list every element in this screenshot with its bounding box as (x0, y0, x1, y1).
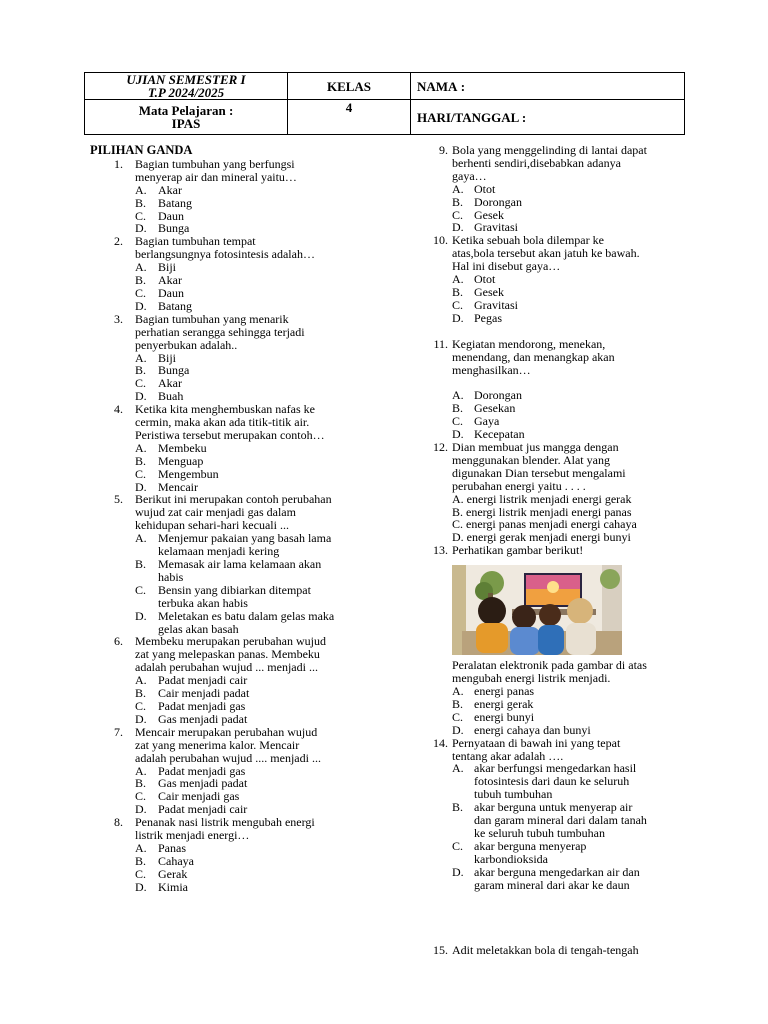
option-text: fotosintesis dari daun ke seluruh (474, 774, 630, 789)
question-text-line: wujud zat cair menjadi gas dalam (135, 505, 296, 520)
nama-cell (411, 73, 685, 100)
question-text-line: atas,bola tersebut akan jatuh ke bawah. (452, 246, 640, 261)
question-stem (90, 635, 380, 674)
option-text: Menjemur pakaian yang basah lama (158, 531, 332, 546)
question-text-line: kehidupan sehari-hari kecuali ... (135, 518, 289, 533)
option-letter: B. (135, 273, 147, 288)
question-text-line: Bagian tumbuhan yang menarik (135, 311, 289, 326)
answer-option (428, 711, 684, 724)
option-text: Akar (158, 376, 182, 391)
question-number: 11. (433, 336, 448, 351)
option-letter: D. (135, 711, 147, 726)
answer-option (428, 286, 684, 299)
option-text: Membeku (158, 440, 207, 455)
question-number: 14. (433, 735, 448, 750)
question-stem (428, 737, 684, 763)
option-text: Akar (158, 273, 182, 288)
header-table (84, 72, 685, 135)
hari-tanggal-label: HARI/TANGGAL : (417, 109, 527, 125)
kelas-label-cell (288, 73, 411, 100)
question (428, 338, 684, 441)
option-letter: B. (452, 284, 464, 299)
question-number: 1. (114, 156, 123, 171)
question-stem (428, 441, 684, 493)
option-letter: D. (452, 722, 464, 737)
option-text: Dorongan (474, 388, 522, 403)
option-letter: B. (135, 453, 147, 468)
option-letter: D. (452, 310, 464, 325)
question (428, 737, 684, 892)
question-stem (90, 158, 380, 184)
option-letter: A. (452, 181, 464, 196)
option-text: Gas menjadi padat (158, 711, 248, 726)
question-text-line: Peralatan elektronik pada gambar di atas (452, 658, 647, 673)
answer-option: D. energi gerak menjadi energi bunyi (452, 530, 631, 545)
question (90, 158, 380, 235)
option-letter: A. (452, 272, 464, 287)
option-text: Gerak (158, 866, 188, 881)
answer-option (428, 389, 684, 402)
subject-label: Mata Pelajaran : (138, 103, 234, 118)
question-number: 5. (114, 492, 123, 507)
option-letter: D. (135, 802, 147, 817)
option-letter: D. (135, 389, 147, 404)
question-text-line: menyerap air dan mineral yaitu… (135, 169, 297, 184)
option-text: akar berguna menyerap (474, 838, 587, 853)
question-text-line: mengubah energi listrik menjadi. (452, 671, 611, 686)
question-text-line: zat yang melepaskan panas. Membeku (135, 647, 320, 662)
question-text-line: Dian membuat jus mangga dengan (452, 440, 619, 455)
question-number: 13. (433, 543, 448, 558)
option-letter: D. (452, 427, 464, 442)
answer-option (90, 352, 380, 365)
option-letter: D. (452, 864, 464, 879)
question-stem (90, 235, 380, 261)
option-text: Padat menjadi cair (158, 673, 248, 688)
option-letter: C. (135, 376, 147, 391)
option-text: akar berguna untuk menyerap air (474, 800, 633, 815)
option-text: terbuka akan habis (158, 595, 248, 610)
question-text-line: perubahan energi yaitu . . . . (452, 478, 586, 493)
option-text: dan garam mineral dari dalam tanah (474, 813, 647, 828)
question-text-line: Penanak nasi listrik mengubah energi (135, 815, 315, 830)
option-text: Daun (158, 208, 184, 223)
answer-option (90, 532, 380, 558)
question-text-line: listrik menjadi energi… (135, 828, 250, 843)
option-letter: A. (135, 531, 147, 546)
question-text-line: tentang akar adalah …. (452, 748, 564, 763)
option-text: energi gerak (474, 696, 534, 711)
option-letter: A. (135, 440, 147, 455)
option-text: Gravitasi (474, 220, 518, 235)
section-title: PILIHAN GANDA (90, 143, 193, 157)
question-text-line: cermin, maka akan ada titik-titik air. (135, 415, 310, 430)
question-text-line: Membeku merupakan perubahan wujud (135, 634, 326, 649)
option-letter: A. (135, 182, 147, 197)
option-letter: B. (135, 195, 147, 210)
option-text: karbondioksida (474, 851, 548, 866)
question-stem (428, 338, 684, 377)
option-letter: B. (452, 401, 464, 416)
question-number: 10. (433, 233, 448, 248)
hari-cell (411, 100, 685, 135)
option-text: Padat menjadi cair (158, 802, 248, 817)
answer-option (90, 300, 380, 313)
answer-option (428, 209, 684, 222)
question-number: 9. (439, 143, 448, 157)
answer-option (90, 700, 380, 713)
answer-option (90, 713, 380, 726)
question-text-line: menghasilkan… (452, 362, 531, 377)
option-letter: B. (135, 363, 147, 378)
question-text-line: Perhatikan gambar berikut! (452, 543, 584, 558)
answer-option (90, 881, 380, 894)
question (90, 816, 380, 893)
question (428, 144, 684, 234)
question (90, 403, 380, 493)
question-number: 2. (114, 234, 123, 249)
option-letter: C. (452, 297, 464, 312)
question-stem (90, 816, 380, 842)
answer-option (428, 415, 684, 428)
question-number: 12. (433, 440, 448, 455)
kelas-value: 4 (345, 100, 353, 115)
family-tv-illustration (452, 565, 622, 655)
question (90, 493, 380, 635)
question-number: 15. (433, 942, 448, 957)
answer-option (428, 312, 684, 325)
option-letter: C. (452, 414, 464, 429)
answer-option (90, 287, 380, 300)
answer-option (90, 274, 380, 287)
option-letter: C. (135, 582, 147, 597)
option-letter: C. (135, 789, 147, 804)
option-letter: A. (452, 684, 464, 698)
option-text: Panas (158, 840, 186, 855)
answer-option (90, 855, 380, 868)
answer-option (90, 364, 380, 377)
option-text: Otot (474, 181, 496, 196)
option-letter: A. (135, 260, 147, 275)
option-letter: C. (135, 466, 147, 481)
answer-option (90, 261, 380, 274)
exam-title: UJIAN SEMESTER I (126, 72, 246, 87)
question-text-line: gaya… (452, 168, 487, 183)
question-stem (428, 544, 684, 557)
option-text: energi cahaya dan bunyi (474, 722, 591, 737)
question-number: 8. (114, 815, 123, 830)
option-text: Kecepatan (474, 427, 525, 442)
question-text-line: Ketika sebuah bola dilempar ke (452, 233, 604, 248)
option-text: Cahaya (158, 853, 194, 868)
option-text: Memasak air lama kelamaan akan (158, 557, 322, 571)
answer-option (428, 866, 684, 892)
answer-option (428, 299, 684, 312)
option-text: Padat menjadi gas (158, 763, 246, 778)
question-text-line: perhatian serangga sehingga terjadi (135, 324, 305, 339)
option-text: Gas menjadi padat (158, 776, 248, 791)
option-letter: A. (135, 763, 147, 778)
exam-title-cell (85, 73, 288, 100)
option-text: Buah (158, 389, 184, 404)
answer-option (90, 210, 380, 223)
spacer (428, 325, 684, 338)
question-followup (428, 659, 684, 685)
question-text-line: Pernyataan di bawah ini yang tepat (452, 735, 621, 750)
option-letter: D. (135, 879, 147, 894)
spacer (428, 931, 684, 944)
question-number: 6. (114, 634, 123, 649)
option-text: Daun (158, 285, 184, 300)
option-letter: D. (452, 220, 464, 235)
answer-option: B. energi listrik menjadi energi panas (452, 504, 632, 519)
option-text: Cair menjadi gas (158, 789, 240, 804)
subject-name: IPAS (171, 116, 201, 131)
option-text: Dorongan (474, 194, 522, 209)
kelas-value-cell (288, 100, 411, 135)
question-text-line: Adit meletakkan bola di tengah-tengah (452, 942, 639, 957)
option-text: Bunga (158, 221, 190, 236)
question (90, 635, 380, 725)
question-number: 7. (114, 724, 123, 739)
answer-option: A. energi listrik menjadi energi gerak (452, 491, 632, 506)
option-text: Gaya (474, 414, 500, 429)
option-text: Akar (158, 182, 182, 197)
option-text: akar berguna mengedarkan air dan (474, 864, 640, 879)
option-text: Cair menjadi padat (158, 686, 250, 701)
question-number: 4. (114, 402, 123, 417)
option-letter: C. (135, 285, 147, 300)
answer-option (428, 685, 684, 698)
option-text: Biji (158, 260, 177, 275)
option-letter: A. (452, 388, 464, 403)
question (428, 944, 684, 957)
option-letter: C. (135, 698, 147, 713)
option-text: akar berfungsi mengedarkan hasil (474, 761, 637, 776)
question-stem (90, 313, 380, 352)
left-column (90, 144, 380, 894)
kelas-label: KELAS (326, 78, 372, 94)
answer-option (428, 724, 684, 737)
option-letter: A. (135, 673, 147, 688)
question-text-line: Bola yang menggelinding di lantai dapat (452, 143, 647, 157)
question-stem (90, 493, 380, 532)
option-text: Pegas (474, 310, 502, 325)
answer-option (90, 197, 380, 210)
answer-option (428, 801, 684, 840)
option-text: Mengembun (158, 466, 219, 481)
option-letter: D. (135, 479, 147, 494)
answer-option (90, 842, 380, 855)
option-text: Padat menjadi gas (158, 698, 246, 713)
option-text: Mencair (158, 479, 198, 494)
answer-option (428, 840, 684, 866)
option-text: tubuh tumbuhan (474, 787, 553, 802)
option-letter: A. (452, 761, 464, 776)
subject-cell (85, 100, 288, 135)
answer-option (90, 184, 380, 197)
spacer (428, 892, 684, 918)
question-stem (428, 944, 684, 957)
option-letter: C. (452, 838, 464, 853)
option-letter: A. (135, 840, 147, 855)
option-letter: B. (135, 686, 147, 701)
answer-option (90, 584, 380, 610)
option-text: Batang (158, 298, 192, 313)
answer-option (90, 558, 380, 584)
question-text-line: menendang, dan menangkap akan (452, 349, 615, 364)
answer-option: C. energi panas menjadi energi cahaya (452, 517, 637, 532)
answer-option (90, 442, 380, 455)
option-text: Otot (474, 272, 496, 287)
question-text-line: zat yang menerima kalor. Mencair (135, 737, 300, 752)
option-letter: D. (135, 298, 147, 313)
option-letter: B. (452, 194, 464, 209)
option-text: Gesek (474, 207, 504, 222)
option-text: energi panas (474, 684, 535, 698)
answer-option (428, 402, 684, 415)
option-letter: B. (452, 800, 464, 815)
question-text-line: Peristiwa tersebut merupakan contoh… (135, 427, 325, 442)
question-stem (428, 144, 684, 183)
answer-option (428, 762, 684, 801)
answer-option (428, 698, 684, 711)
question (428, 544, 684, 736)
option-letter: C. (452, 709, 464, 724)
answer-option (90, 377, 380, 390)
option-text: ke seluruh tubuh tumbuhan (474, 825, 605, 840)
right-column (428, 144, 684, 956)
option-text: Bensin yang dibiarkan ditempat (158, 582, 311, 597)
option-letter: D. (135, 221, 147, 236)
option-text: gelas akan basah (158, 621, 239, 636)
answer-option (428, 183, 684, 196)
question-text-line: Bagian tumbuhan tempat (135, 234, 256, 249)
nama-label: NAMA (417, 78, 458, 94)
option-text: Gesekan (474, 401, 516, 416)
answer-option (90, 455, 380, 468)
option-text: energi bunyi (474, 709, 535, 724)
option-text: Kimia (158, 879, 188, 894)
option-letter: B. (135, 557, 147, 571)
option-text: kelamaan menjadi kering (158, 544, 280, 559)
question-text-line: Ketika kita menghembuskan nafas ke (135, 402, 315, 417)
option-text: Menguap (158, 453, 204, 468)
question-text-line: berhenti sendiri,disebabkan adanya (452, 155, 621, 170)
question (90, 726, 380, 816)
question (428, 234, 684, 324)
question-text-line: Hal ini disebut gaya… (452, 259, 561, 274)
question (428, 441, 684, 544)
exam-year: T.P 2024/2025 (147, 85, 225, 100)
question (90, 235, 380, 312)
option-text: Batang (158, 195, 192, 210)
option-letter: C. (135, 208, 147, 223)
option-letter: B. (135, 776, 147, 791)
option-letter: D. (135, 608, 147, 623)
answer-option (90, 468, 380, 481)
answer-option (90, 868, 380, 881)
option-text: Meletakan es batu dalam gelas maka (158, 608, 335, 623)
option-text: Biji (158, 350, 177, 365)
question-stem (90, 403, 380, 442)
answer-option (428, 273, 684, 286)
question (90, 313, 380, 403)
option-text: garam mineral dari akar ke daun (474, 877, 630, 892)
family-watching-tv-image (452, 565, 622, 655)
spacer (428, 376, 684, 389)
question-text-line: adalah perubahan wujud ... menjadi ... (135, 660, 318, 675)
question-text-line: Mencair merupakan perubahan wujud (135, 724, 318, 739)
question-text-line: Bagian tumbuhan yang berfungsi (135, 156, 295, 171)
question-text-line: Berikut ini merupakan contoh perubahan (135, 492, 332, 507)
question-text-line: Kegiatan mendorong, menekan, (452, 336, 606, 351)
nama-colon: : (460, 78, 466, 94)
question-text-line: penyerbukan adalah.. (135, 337, 238, 352)
question-text-line: berlangsungnya fotosintesis adalah… (135, 247, 315, 262)
option-text: Bunga (158, 363, 190, 378)
question-text-line: menggunakan blender. Alat yang (452, 452, 610, 467)
option-text: Gravitasi (474, 297, 518, 312)
spacer (428, 918, 684, 931)
answer-option (90, 610, 380, 636)
question-stem (90, 726, 380, 765)
option-letter: B. (452, 696, 464, 711)
answer-option (428, 196, 684, 209)
question-text-line: digunakan Dian tersebut mengalami (452, 465, 626, 480)
question-stem (428, 234, 684, 273)
question-text-line: adalah perubahan wujud .... menjadi ... (135, 750, 321, 765)
option-letter: C. (452, 207, 464, 222)
question-number: 3. (114, 311, 123, 326)
option-text: Gesek (474, 284, 504, 299)
option-letter: C. (135, 866, 147, 881)
option-text: habis (158, 569, 184, 584)
option-letter: B. (135, 853, 147, 868)
option-letter: A. (135, 350, 147, 365)
